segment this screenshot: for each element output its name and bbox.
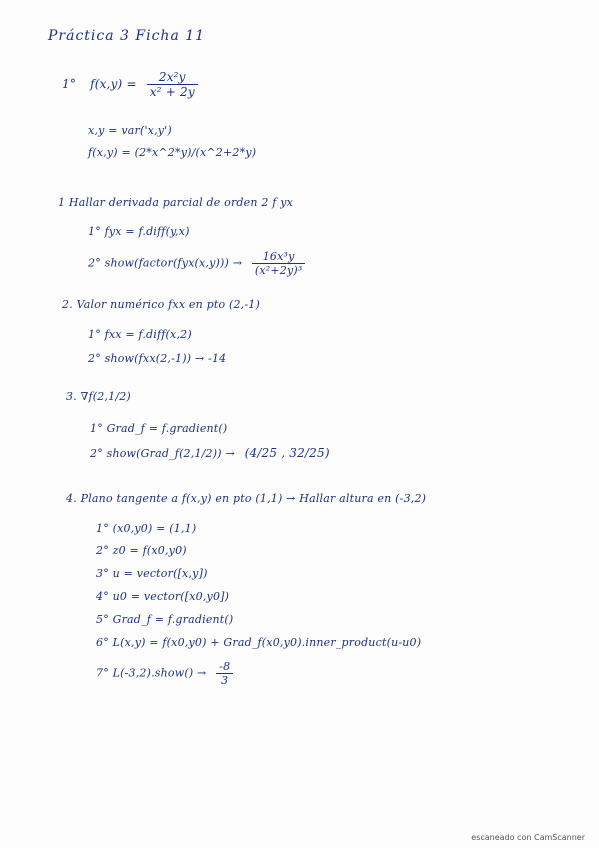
ex4-step-6: 6° L(x,y) = f(x0,y0) + Grad_f(x0,y0).inner_product(u-u0) bbox=[96, 636, 422, 649]
ex3-step2-row bbox=[90, 446, 330, 460]
ex1-number: 1° bbox=[62, 77, 77, 91]
ex4-step-1: 1° (x0,y0) = (1,1) bbox=[96, 522, 197, 535]
ex4-heading: 4. Plano tangente a f(x,y) en pto (1,1) → Hallar altura en (-3,2) bbox=[66, 492, 427, 505]
ex1b-step1: 1° fyx = f.diff(y,x) bbox=[88, 225, 190, 238]
ex1b-step2: 2° show(factor(fyx(x,y))) → bbox=[88, 256, 243, 270]
ex4-step-2: 2° z0 = f(x0,y0) bbox=[96, 544, 187, 557]
ex3-step2: 2° show(Grad_f(2,1/2)) → bbox=[90, 447, 235, 460]
ex1-fraction bbox=[147, 70, 198, 99]
ex1b-result-fraction bbox=[252, 250, 306, 277]
ex3-step1: 1° Grad_f = f.gradient() bbox=[90, 422, 228, 435]
ex1-func: f(x,y) = bbox=[90, 77, 137, 91]
ex1-frac-num: 2x²y bbox=[147, 70, 198, 85]
ex2-step1: 1° fxx = f.diff(x,2) bbox=[88, 328, 192, 341]
ex2-step2: 2° show(fxx(2,-1)) → -14 bbox=[88, 352, 227, 365]
scanner-watermark: escaneado con CamScanner bbox=[471, 833, 585, 842]
ex1b-res-num: 16x³y bbox=[252, 250, 306, 264]
ex1-vars: x,y = var('x,y') bbox=[88, 124, 172, 137]
ex1b-step2-row bbox=[88, 250, 305, 277]
ex3-heading: 3. ∇f(2,1/2) bbox=[66, 390, 131, 403]
ex4-step-7: 7° L(-3,2).show() → bbox=[96, 666, 207, 680]
ex4-step-3: 3° u = vector([x,y]) bbox=[96, 567, 208, 580]
ex1-definition bbox=[62, 70, 198, 99]
ex1-frac-den: x² + 2y bbox=[149, 85, 195, 99]
ex4-res-den: 3 bbox=[221, 674, 229, 687]
ex4-step-5: 5° Grad_f = f.gradient() bbox=[96, 613, 234, 626]
ex4-result-fraction bbox=[216, 660, 233, 687]
ex1-def: f(x,y) = (2*x^2*y)/(x^2+2*y) bbox=[88, 146, 257, 159]
ex4-res-num: -8 bbox=[216, 660, 233, 674]
ex4-step-4: 4° u0 = vector([x0,y0]) bbox=[96, 590, 230, 603]
ex2-heading: 2. Valor numérico fxx en pto (2,-1) bbox=[62, 298, 260, 311]
ex1b-heading: 1 Hallar derivada parcial de orden 2 f yx bbox=[58, 196, 294, 209]
page-title: Práctica 3 Ficha 11 bbox=[48, 28, 206, 44]
ex4-step-7-row bbox=[96, 660, 233, 687]
ex3-result: (4/25 , 32/25) bbox=[244, 446, 330, 460]
ex1b-res-den: (x²+2y)³ bbox=[254, 264, 303, 277]
